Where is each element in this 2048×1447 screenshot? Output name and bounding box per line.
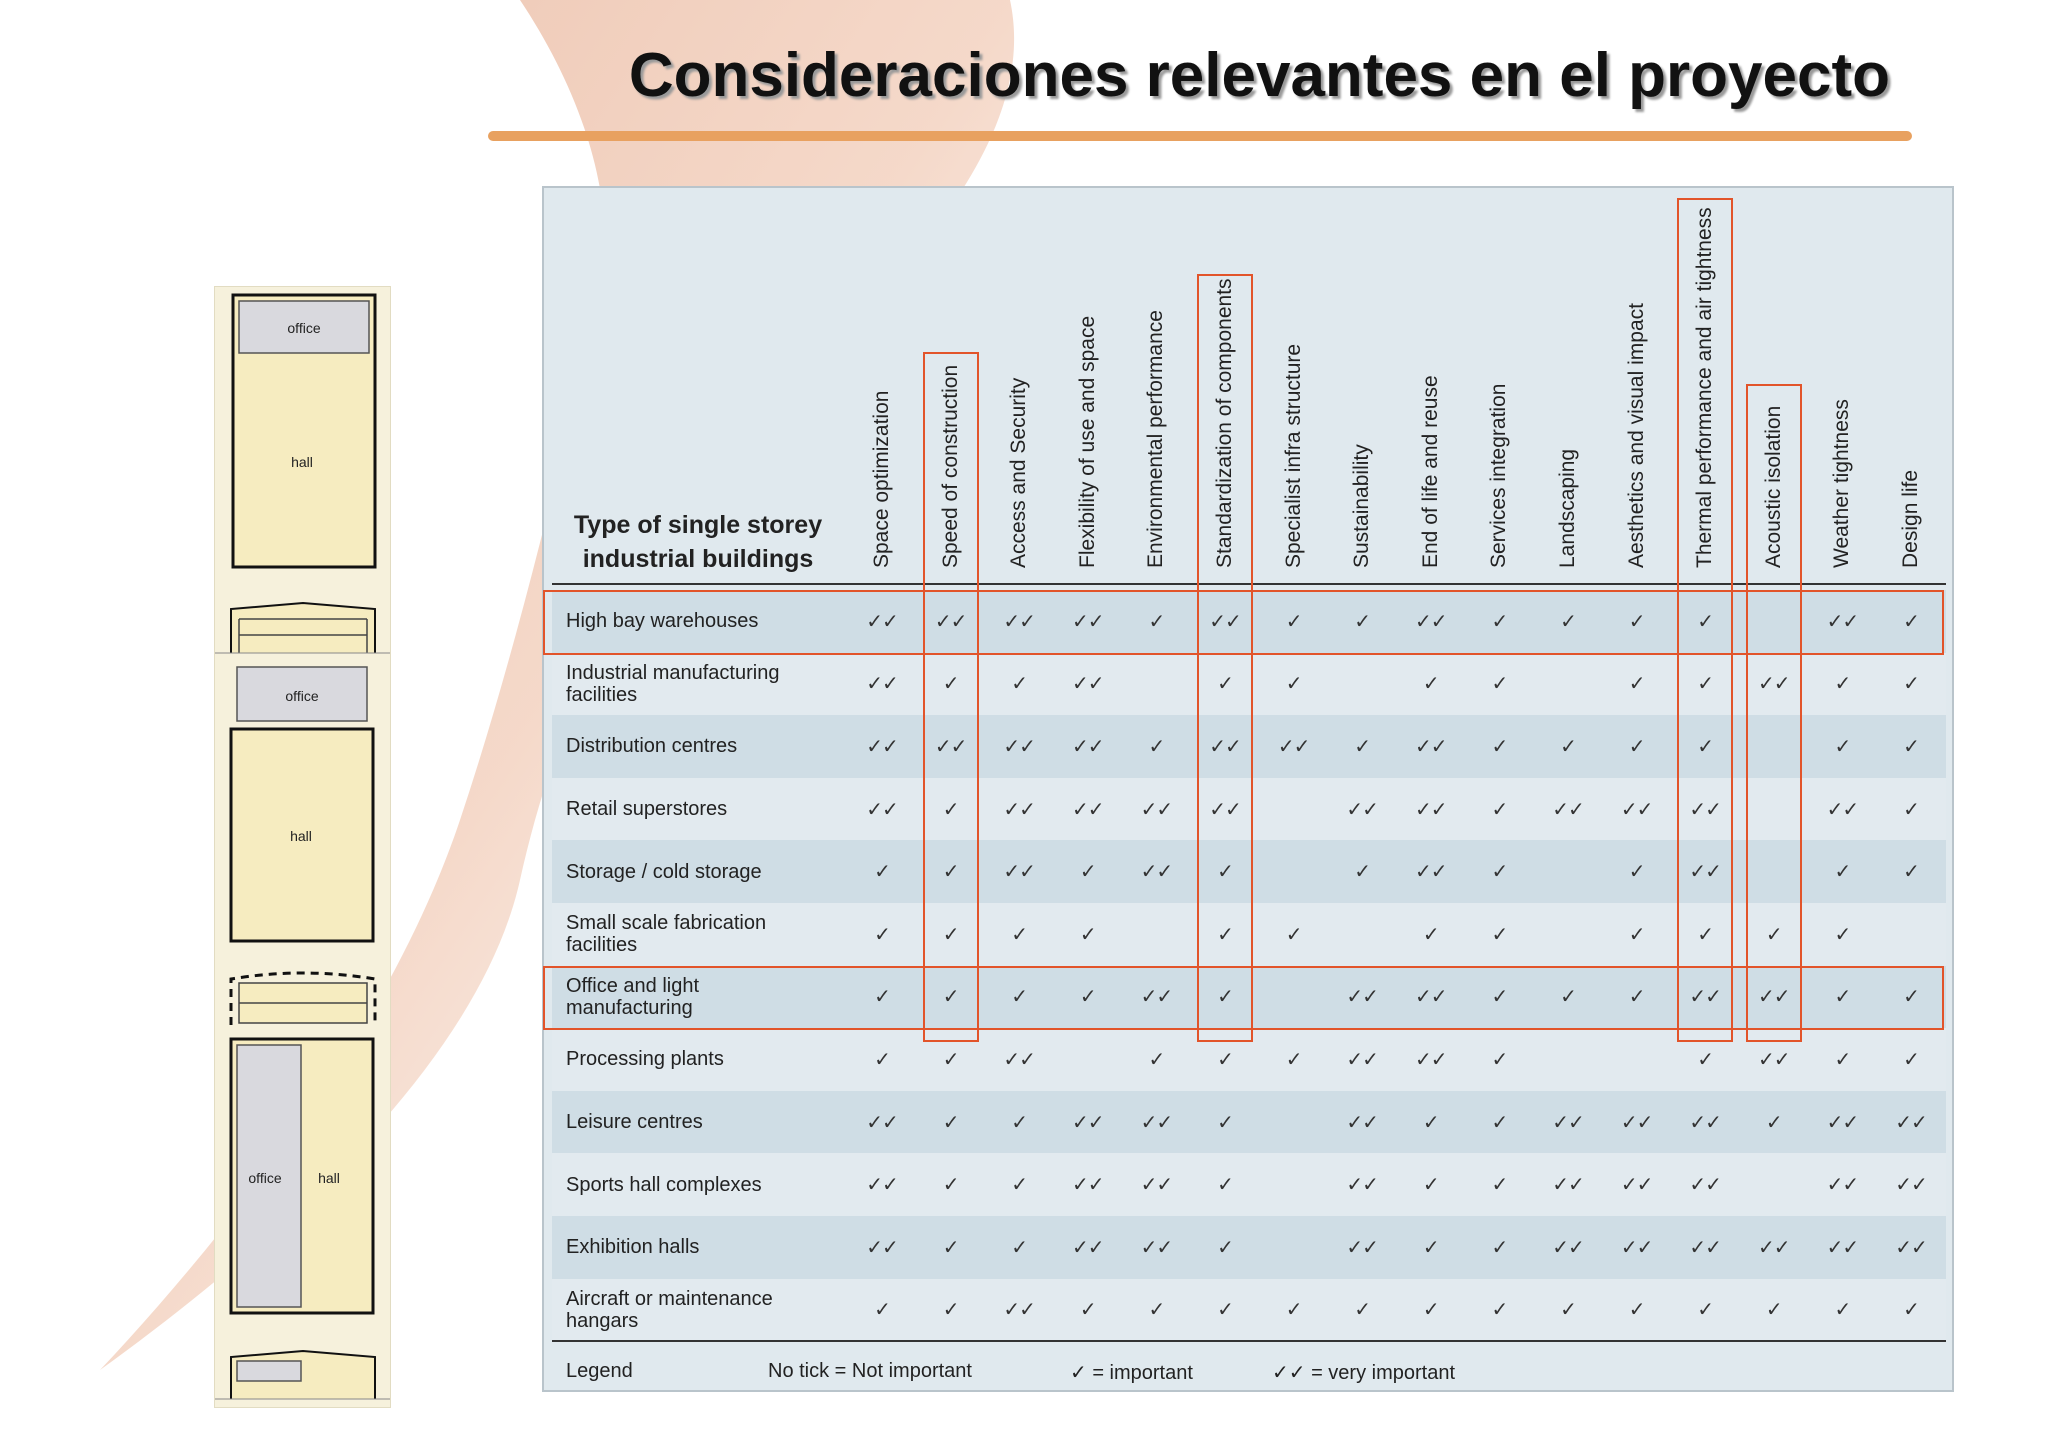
cell-landscaping: ✓✓ xyxy=(1552,1174,1584,1197)
column-header-label: Landscaping xyxy=(1556,448,1579,568)
cell-end-of-life-and-reuse: ✓✓ xyxy=(1415,735,1447,758)
cell-standardization-of-components: ✓ xyxy=(1217,1299,1233,1322)
cell-environmental-performance: ✓✓ xyxy=(1140,798,1173,821)
cell-services-integration: ✓ xyxy=(1491,1048,1508,1071)
cell-flexibility-of-use-and-space xyxy=(1058,1028,1118,1091)
cell-access-and-security: ✓ xyxy=(1011,1236,1028,1259)
diagram-label-hall-1: hall xyxy=(291,454,313,470)
cell-weather-tightness: ✓✓ xyxy=(1826,1174,1859,1197)
legend-none: No tick = Not important xyxy=(768,1360,972,1382)
cell-thermal-performance-and-air-tightness: ✓ xyxy=(1697,923,1714,946)
row-label: Distribution centres xyxy=(566,735,738,758)
cell-design-life: ✓ xyxy=(1903,610,1919,633)
cell-sustainability: ✓ xyxy=(1354,610,1371,633)
row-label: Office and light manufacturing xyxy=(566,974,700,1019)
highlight-column-standardization-of-components xyxy=(1197,274,1253,1042)
cell-access-and-security: ✓ xyxy=(1011,1174,1028,1197)
cell-speed-of-construction: ✓ xyxy=(942,986,959,1009)
cell-space-optimization: ✓ xyxy=(874,1048,890,1071)
cell-acoustic-isolation: ✓✓ xyxy=(1758,673,1790,696)
cell-space-optimization: ✓✓ xyxy=(866,735,898,758)
table-header-type: Type of single storey industrial buildings xyxy=(573,511,823,573)
cell-space-optimization: ✓✓ xyxy=(866,798,898,821)
cell-standardization-of-components: ✓ xyxy=(1217,986,1233,1009)
cell-flexibility-of-use-and-space: ✓✓ xyxy=(1072,610,1104,633)
cell-environmental-performance: ✓ xyxy=(1148,610,1165,633)
cell-flexibility-of-use-and-space: ✓ xyxy=(1079,1299,1096,1322)
legend-important: ✓ = important xyxy=(1070,1362,1193,1384)
cell-aesthetics-and-visual-impact xyxy=(1607,1028,1667,1091)
cell-aesthetics-and-visual-impact: ✓✓ xyxy=(1620,1236,1653,1259)
column-header-label: Speed of construction xyxy=(938,364,962,568)
cell-sustainability: ✓ xyxy=(1354,1299,1371,1322)
cell-aesthetics-and-visual-impact: ✓ xyxy=(1628,861,1645,884)
cell-flexibility-of-use-and-space: ✓✓ xyxy=(1072,673,1104,696)
cell-speed-of-construction: ✓✓ xyxy=(934,610,967,633)
cell-services-integration: ✓ xyxy=(1491,923,1508,946)
table-row-leisure-centres xyxy=(552,1091,1946,1154)
cell-access-and-security: ✓✓ xyxy=(1003,735,1035,758)
cell-standardization-of-components: ✓ xyxy=(1217,1048,1233,1071)
cell-landscaping: ✓ xyxy=(1560,735,1576,758)
cell-aesthetics-and-visual-impact: ✓✓ xyxy=(1620,798,1653,821)
diagram-label-office-3: office xyxy=(248,1170,282,1186)
cell-services-integration: ✓ xyxy=(1491,673,1508,696)
cell-space-optimization: ✓✓ xyxy=(866,1236,898,1259)
row-label: Processing plants xyxy=(566,1048,724,1071)
cell-landscaping: ✓ xyxy=(1560,1299,1576,1322)
cell-specialist-infra-structure xyxy=(1264,840,1324,903)
column-header-label: End of life and reuse xyxy=(1418,375,1442,568)
column-header-label: Flexibility of use and space xyxy=(1075,315,1099,568)
cell-acoustic-isolation xyxy=(1744,1153,1804,1216)
cell-landscaping: ✓ xyxy=(1560,986,1576,1009)
cell-space-optimization: ✓ xyxy=(874,861,890,884)
cell-aesthetics-and-visual-impact: ✓✓ xyxy=(1620,1111,1653,1134)
cell-design-life: ✓ xyxy=(1903,1048,1919,1071)
cell-thermal-performance-and-air-tightness: ✓ xyxy=(1697,1299,1714,1322)
cell-access-and-security: ✓✓ xyxy=(1003,1048,1035,1071)
cell-standardization-of-components: ✓✓ xyxy=(1209,735,1241,758)
cell-weather-tightness: ✓ xyxy=(1834,861,1851,884)
column-header-label: Design life xyxy=(1899,469,1922,568)
diagram-label-office-1: office xyxy=(287,320,321,336)
cell-speed-of-construction: ✓✓ xyxy=(934,735,967,758)
cell-services-integration: ✓ xyxy=(1491,1174,1508,1197)
cell-standardization-of-components: ✓ xyxy=(1217,861,1233,884)
cell-specialist-infra-structure: ✓ xyxy=(1285,1048,1302,1071)
column-header-label: Sustainability xyxy=(1350,444,1374,568)
cell-environmental-performance: ✓✓ xyxy=(1140,1174,1173,1197)
table-row-aircraft-or-maintenance-hangars xyxy=(552,1279,1946,1342)
cell-sustainability: ✓✓ xyxy=(1346,798,1378,821)
cell-specialist-infra-structure: ✓ xyxy=(1285,673,1302,696)
cell-weather-tightness: ✓ xyxy=(1834,923,1851,946)
cell-aesthetics-and-visual-impact: ✓ xyxy=(1628,673,1645,696)
cell-sustainability: ✓✓ xyxy=(1346,1048,1378,1071)
cell-thermal-performance-and-air-tightness: ✓✓ xyxy=(1689,1174,1721,1197)
row-label: Aircraft or maintenance hangars xyxy=(566,1287,773,1332)
cell-specialist-infra-structure: ✓ xyxy=(1285,923,1302,946)
highlight-row-high-bay-warehouses xyxy=(543,590,1944,655)
cell-standardization-of-components: ✓ xyxy=(1217,1111,1233,1134)
cell-end-of-life-and-reuse: ✓✓ xyxy=(1415,861,1447,884)
cell-thermal-performance-and-air-tightness: ✓ xyxy=(1697,735,1714,758)
cell-design-life: ✓ xyxy=(1903,986,1919,1009)
cell-landscaping xyxy=(1538,903,1598,966)
cell-speed-of-construction: ✓ xyxy=(942,1174,959,1197)
page-title: Consideraciones relevantes en el proyecto xyxy=(628,41,1890,110)
cell-design-life: ✓ xyxy=(1903,735,1919,758)
cell-environmental-performance xyxy=(1126,653,1186,716)
cell-aesthetics-and-visual-impact: ✓ xyxy=(1628,923,1645,946)
cell-standardization-of-components: ✓ xyxy=(1217,1174,1233,1197)
cell-environmental-performance: ✓ xyxy=(1148,1299,1165,1322)
cell-acoustic-isolation: ✓ xyxy=(1765,1299,1782,1322)
cell-space-optimization: ✓ xyxy=(874,923,890,946)
column-header-label: Services integration xyxy=(1487,383,1511,568)
column-header-label: Aesthetics and visual impact xyxy=(1624,303,1648,568)
cell-flexibility-of-use-and-space: ✓ xyxy=(1079,986,1096,1009)
cell-end-of-life-and-reuse: ✓✓ xyxy=(1415,610,1447,633)
diagram-label-hall-2: hall xyxy=(290,828,312,844)
cell-landscaping: ✓ xyxy=(1560,610,1576,633)
legend-label: Legend xyxy=(566,1360,633,1382)
cell-design-life: ✓✓ xyxy=(1895,1111,1927,1134)
table-row-exhibition-halls xyxy=(552,1216,1946,1279)
cell-design-life: ✓✓ xyxy=(1895,1174,1927,1197)
cell-acoustic-isolation: ✓✓ xyxy=(1758,1048,1790,1071)
cell-sustainability: ✓ xyxy=(1354,861,1371,884)
cell-services-integration: ✓ xyxy=(1491,798,1508,821)
row-label: Small scale fabrication facilities xyxy=(566,912,767,957)
cell-end-of-life-and-reuse: ✓✓ xyxy=(1415,798,1447,821)
cell-design-life: ✓✓ xyxy=(1895,1236,1927,1259)
cell-weather-tightness: ✓✓ xyxy=(1826,610,1859,633)
cell-flexibility-of-use-and-space: ✓✓ xyxy=(1072,1236,1104,1259)
cell-thermal-performance-and-air-tightness: ✓✓ xyxy=(1689,798,1721,821)
highlight-column-acoustic-isolation xyxy=(1746,384,1802,1042)
cell-landscaping: ✓✓ xyxy=(1552,1236,1584,1259)
cell-weather-tightness: ✓ xyxy=(1834,735,1851,758)
cell-end-of-life-and-reuse: ✓ xyxy=(1422,1174,1439,1197)
footer-rule xyxy=(552,1340,1946,1342)
cell-specialist-infra-structure: ✓ xyxy=(1285,610,1302,633)
cell-thermal-performance-and-air-tightness: ✓✓ xyxy=(1689,861,1721,884)
cell-space-optimization: ✓ xyxy=(874,986,890,1009)
cell-design-life: ✓ xyxy=(1903,1299,1919,1322)
cell-design-life: ✓ xyxy=(1903,673,1919,696)
cell-thermal-performance-and-air-tightness: ✓✓ xyxy=(1689,1111,1721,1134)
highlight-row-office-and-light-manufacturing xyxy=(543,966,1944,1031)
cell-access-and-security: ✓✓ xyxy=(1003,798,1035,821)
cell-access-and-security: ✓ xyxy=(1011,1111,1028,1134)
cell-sustainability xyxy=(1332,653,1392,716)
cell-aesthetics-and-visual-impact: ✓✓ xyxy=(1620,1174,1653,1197)
cell-speed-of-construction: ✓ xyxy=(942,923,959,946)
cell-access-and-security: ✓ xyxy=(1011,986,1028,1009)
cell-access-and-security: ✓✓ xyxy=(1003,1299,1035,1322)
cell-end-of-life-and-reuse: ✓ xyxy=(1422,923,1439,946)
cell-services-integration: ✓ xyxy=(1491,1111,1508,1134)
cell-access-and-security: ✓ xyxy=(1011,923,1028,946)
cell-standardization-of-components: ✓✓ xyxy=(1209,610,1241,633)
diagram-label-office-2: office xyxy=(285,688,319,704)
cell-acoustic-isolation: ✓ xyxy=(1765,923,1782,946)
cell-end-of-life-and-reuse: ✓ xyxy=(1422,673,1439,696)
cell-end-of-life-and-reuse: ✓ xyxy=(1422,1236,1439,1259)
cell-sustainability xyxy=(1332,903,1392,966)
cell-speed-of-construction: ✓ xyxy=(942,1111,959,1134)
cell-landscaping xyxy=(1538,1028,1598,1091)
column-header-label: Acoustic isolation xyxy=(1761,405,1785,568)
cell-services-integration: ✓ xyxy=(1491,986,1508,1009)
cell-speed-of-construction: ✓ xyxy=(942,861,959,884)
row-label: Storage / cold storage xyxy=(566,860,762,883)
column-header-label: Standardization of components xyxy=(1213,278,1236,568)
row-label: Leisure centres xyxy=(566,1111,703,1134)
row-label: High bay warehouses xyxy=(566,610,759,633)
highlight-column-speed-of-construction xyxy=(923,352,979,1042)
cell-sustainability: ✓✓ xyxy=(1346,1236,1378,1259)
cell-standardization-of-components: ✓✓ xyxy=(1209,798,1241,821)
cell-landscaping: ✓✓ xyxy=(1552,798,1584,821)
cell-specialist-infra-structure xyxy=(1264,778,1324,841)
cell-space-optimization: ✓✓ xyxy=(866,1111,898,1134)
column-header-label: Thermal performance and air tightness xyxy=(1693,207,1717,568)
cell-sustainability: ✓✓ xyxy=(1346,1111,1378,1134)
cell-space-optimization: ✓✓ xyxy=(866,1174,898,1197)
cell-thermal-performance-and-air-tightness: ✓✓ xyxy=(1689,1236,1721,1259)
cell-environmental-performance: ✓✓ xyxy=(1140,1236,1173,1259)
cell-speed-of-construction: ✓ xyxy=(942,673,959,696)
cell-end-of-life-and-reuse: ✓ xyxy=(1422,1299,1439,1322)
cell-speed-of-construction: ✓ xyxy=(942,1236,959,1259)
cell-end-of-life-and-reuse: ✓✓ xyxy=(1415,1048,1447,1071)
cell-standardization-of-components: ✓ xyxy=(1217,1236,1233,1259)
cell-access-and-security: ✓✓ xyxy=(1003,861,1035,884)
cell-speed-of-construction: ✓ xyxy=(942,1048,959,1071)
cell-services-integration: ✓ xyxy=(1491,610,1508,633)
cell-weather-tightness: ✓✓ xyxy=(1826,1236,1859,1259)
row-label: Sports hall complexes xyxy=(566,1173,762,1196)
cell-access-and-security: ✓✓ xyxy=(1003,610,1035,633)
cell-environmental-performance xyxy=(1126,903,1186,966)
row-label: Industrial manufacturing facilities xyxy=(566,661,780,706)
cell-end-of-life-and-reuse: ✓✓ xyxy=(1415,986,1447,1009)
cell-landscaping xyxy=(1538,840,1598,903)
cell-design-life xyxy=(1881,903,1941,966)
cell-flexibility-of-use-and-space: ✓✓ xyxy=(1072,1174,1104,1197)
table-row-sports-hall-complexes xyxy=(552,1153,1946,1216)
cell-specialist-infra-structure: ✓✓ xyxy=(1277,735,1310,758)
column-header-label: Environmental performance xyxy=(1144,310,1168,568)
cell-weather-tightness: ✓ xyxy=(1834,986,1851,1009)
cell-environmental-performance: ✓✓ xyxy=(1140,1111,1173,1134)
cell-aesthetics-and-visual-impact: ✓ xyxy=(1628,610,1645,633)
cell-flexibility-of-use-and-space: ✓ xyxy=(1079,861,1096,884)
cell-weather-tightness: ✓ xyxy=(1834,1299,1851,1322)
cell-sustainability: ✓ xyxy=(1354,735,1371,758)
cell-thermal-performance-and-air-tightness: ✓ xyxy=(1697,610,1714,633)
column-header-label: Space optimization xyxy=(870,390,893,568)
cell-speed-of-construction: ✓ xyxy=(942,798,959,821)
cell-landscaping xyxy=(1538,653,1598,716)
cell-weather-tightness: ✓ xyxy=(1834,1048,1851,1071)
cell-acoustic-isolation: ✓ xyxy=(1765,1111,1782,1134)
column-header-label: Access and Security xyxy=(1007,377,1031,568)
cell-landscaping: ✓✓ xyxy=(1552,1111,1584,1134)
cell-aesthetics-and-visual-impact: ✓ xyxy=(1628,735,1645,758)
cell-flexibility-of-use-and-space: ✓✓ xyxy=(1072,1111,1104,1134)
cell-flexibility-of-use-and-space: ✓✓ xyxy=(1072,735,1104,758)
cell-standardization-of-components: ✓ xyxy=(1217,673,1233,696)
cell-sustainability: ✓✓ xyxy=(1346,1174,1378,1197)
cell-sustainability: ✓✓ xyxy=(1346,986,1378,1009)
cell-weather-tightness: ✓✓ xyxy=(1826,1111,1859,1134)
row-label: Exhibition halls xyxy=(566,1236,700,1259)
cell-end-of-life-and-reuse: ✓ xyxy=(1422,1111,1439,1134)
column-header-label: Specialist infra structure xyxy=(1281,343,1305,568)
cell-aesthetics-and-visual-impact: ✓ xyxy=(1628,986,1645,1009)
cell-thermal-performance-and-air-tightness: ✓✓ xyxy=(1689,986,1721,1009)
cell-space-optimization: ✓✓ xyxy=(866,610,898,633)
cell-environmental-performance: ✓✓ xyxy=(1140,861,1173,884)
cell-flexibility-of-use-and-space: ✓✓ xyxy=(1072,798,1104,821)
cell-services-integration: ✓ xyxy=(1491,1236,1508,1259)
cell-services-integration: ✓ xyxy=(1491,861,1508,884)
cell-specialist-infra-structure xyxy=(1264,1091,1324,1154)
cell-speed-of-construction: ✓ xyxy=(942,1299,959,1322)
diagram-label-hall-3: hall xyxy=(318,1170,340,1186)
cell-weather-tightness: ✓ xyxy=(1834,673,1851,696)
legend-very-important: ✓✓ = very important xyxy=(1272,1362,1456,1384)
column-headers xyxy=(0,0,2048,572)
cell-standardization-of-components: ✓ xyxy=(1217,923,1233,946)
cell-access-and-security: ✓ xyxy=(1011,673,1028,696)
cell-space-optimization: ✓✓ xyxy=(866,673,898,696)
cell-services-integration: ✓ xyxy=(1491,735,1508,758)
cell-space-optimization: ✓ xyxy=(874,1299,890,1322)
cell-design-life: ✓ xyxy=(1903,861,1919,884)
cell-specialist-infra-structure xyxy=(1264,1216,1324,1279)
row-label: Retail superstores xyxy=(566,798,728,821)
cell-services-integration: ✓ xyxy=(1491,1299,1508,1322)
cell-aesthetics-and-visual-impact: ✓ xyxy=(1628,1299,1645,1322)
cell-weather-tightness: ✓✓ xyxy=(1826,798,1859,821)
cell-thermal-performance-and-air-tightness: ✓ xyxy=(1697,1048,1714,1071)
cell-thermal-performance-and-air-tightness: ✓ xyxy=(1697,673,1714,696)
cell-acoustic-isolation: ✓✓ xyxy=(1758,1236,1790,1259)
cell-specialist-infra-structure xyxy=(1264,1153,1324,1216)
cell-specialist-infra-structure: ✓ xyxy=(1285,1299,1302,1322)
cell-environmental-performance: ✓ xyxy=(1148,735,1165,758)
cell-flexibility-of-use-and-space: ✓ xyxy=(1079,923,1096,946)
cell-environmental-performance: ✓✓ xyxy=(1140,986,1173,1009)
cell-environmental-performance: ✓ xyxy=(1148,1048,1165,1071)
cell-acoustic-isolation: ✓✓ xyxy=(1758,986,1790,1009)
column-header-label: Weather tightness xyxy=(1830,399,1854,568)
cell-design-life: ✓ xyxy=(1903,798,1919,821)
